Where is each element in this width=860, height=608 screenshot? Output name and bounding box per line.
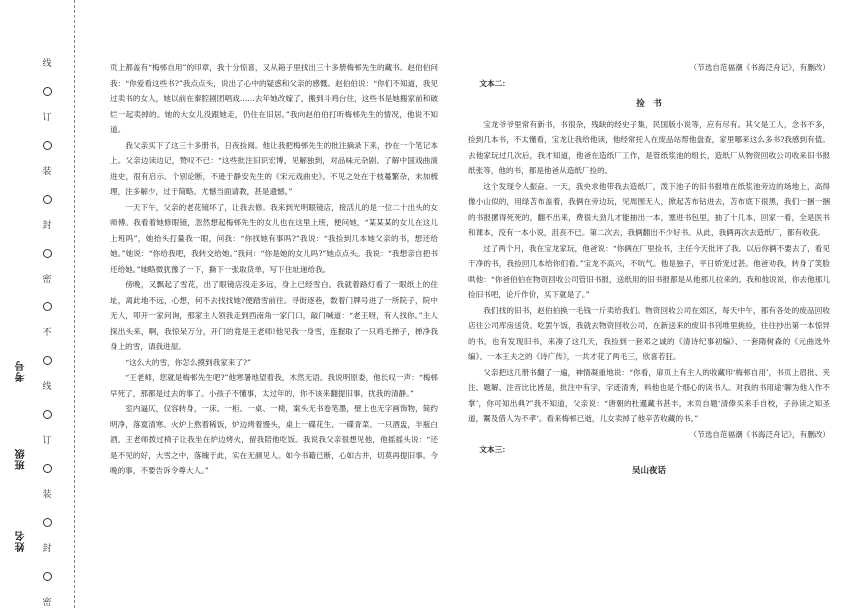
seal-char: 装 (42, 166, 52, 177)
name-label: 姓名 (16, 530, 27, 552)
seal-circle-icon (43, 572, 52, 581)
seal-circle-icon (43, 302, 52, 311)
class-label: 班级 (16, 448, 27, 470)
paragraph: 过了两个月，我在宝龙家玩，他爸说：“你俩在厂里捡书，主任今天批评了我。以后你俩不要去了，看见干净的书，我捡回几本给你们看。”宝龙不高兴，不吭气。他是独子，平日娇宠过甚。他爸劝我，转身了笑脸哄他：“你爸伯伯在物资回收公司管旧书报，送纸用的旧书报都是从他那儿拉来的。我和他说说，你去他那儿捡旧书吧，论斤作价，买下就是了。” (468, 243, 830, 299)
seal-circle-icon (43, 195, 52, 204)
seal-char: 订 (42, 436, 52, 447)
paragraph: 一天下午，父亲的老花镜坏了，让我去修。我来到光明眼镜店，接活儿的是一位二十出头的女师傅。我看着她修眼镜，忽然想起梅邨先生的女儿也在这里上班，便问她，“某某某的女儿在这儿上班吗”，她抬头打量我一眼，问我：“你找她有事吗?”我说：“我捡到几本她父亲的书，想还给她。”她说：“你给我吧，我转交给她。”我问：“你是她的女儿吗?”她点点头。我说：“我想亲自把书还给她。”她略微犹豫了一下，撕下一张取货单，写下住址递给我。 (110, 202, 438, 274)
seal-char: 封 (42, 543, 52, 554)
paragraph: 这个发现令人振奋。一天，我央求他带我去造纸厂，泼下池子的旧书报堆在纸浆池旁边的场地上，高得像小山似的，用绿苫布盖着，我俩在旁边玩，见周围无人，掀起苫布钻进去，苫布底下很黑，我们一捆一捆的书报摞得死死的，翻不出来，费很大劲儿才能抽出一本，塞进书包里，抽了十几本，回家一看，全是医书和课本，没有一本小说，沮丧不已。第二次去，我俩翻出不少好书。从此，我俩再次去造纸厂，都有收获。 (468, 181, 830, 237)
paragraph: 室内逼仄，仅容转身，一床、一柜、一桌、一椅，案头无书卷笔墨，壁上也无字画饰物，简约明净，落寞清寒。火炉上熬着稀饭，炉边烤着馒头，桌上一碟花生、一碟青菜、一只酒盅，半瓶白酒，王老师拨过椅子让我坐在炉边烤火，留我陪他吃饭。我说我父亲很想见他，他摇摇头说：“还是不见的好，大雪之中，落魄于此，实在无颜见人。如今书籍已断，心如古井，切莫再提旧事。今晚的事，不要告诉令尊大人。” (110, 404, 438, 475)
seal-circle-icon (43, 356, 52, 365)
right-column (468, 60, 830, 483)
seal-char: 装 (42, 490, 52, 500)
seal-char: 线 (42, 382, 52, 393)
paragraph: 宝龙爷爷里常有新书，书很杂，残缺的经史子集，民国版小说等，应有尽有。其父是工人，念书不多，捡到几本书，不太懂看，宝龙让我给他读，他经常托人在废品站帮他盘查，家里哪来这么多书?我感到有值。去他家玩过几次后，我才知道，他爸在造纸厂工作，是管纸浆池的组长，造纸厂从物资回收公司收来旧书报纸张等，他的书，都是他爸从造纸厂捡的。 (468, 119, 830, 175)
seal-char: 封 (42, 220, 52, 231)
paragraph: “王老师，您就是梅邨先生吧?”他寒暑地望着我，木然无语。我说明原委，他长叹一声：“梅邨早死了，那都是过去的事了。小孩子不懂事，太过年的，你不该来翻提旧事，扰我的清静。” (110, 373, 438, 398)
article-title: 捡 书 (636, 99, 662, 109)
left-column (110, 60, 438, 479)
paragraph: 我们找的旧书，赵伯伯换一毛钱一斤卖给我们。物资回收公司在郊区，每天中午，都有各处的废品回收店往公司库房送货。吃罢午饭，我就去物资回收公司，在新送来的废旧书刊堆里挑捡，往往抄出第一本惊异的书，也有发现旧书，来凑了这几天，我捡到一套邓之诚的《清诗纪事初编》、一套隋树森的《元曲选外编》、一本王夫之的《诗广传》，一共才花了两毛三，欣喜若狂。 (468, 305, 830, 361)
source-note: （节选自范福潮《书海泛舟记》，有删改） (689, 63, 830, 72)
seal-circle-icon (43, 518, 52, 527)
seal-char: 密 (42, 597, 52, 608)
article-title: 吴山夜话 (631, 465, 666, 476)
binding-margin (0, 0, 90, 608)
student-info-area (4, 360, 38, 608)
seal-circle-icon (43, 410, 52, 419)
binding-dashed-line (74, 0, 75, 608)
paragraph: 傍晚，又飘起了雪花，出了眼镜店没走多远，身上已经雪白。我就着路灯看了一眼纸上的住址，离此地不远，心想，何不去找找她?便踏雪前往。寻街逐巷，数着门牌号进了一所院子，院中无人，叩开一家问询，那家主人领我走到西南角一家门口，敲门喊道：“老王呀，有人找你。”主人探出头来，啊，我惊呆万分，开门的竟是王老师!他见我一身雪，连握取了一只鸡毛掸子，掸净我身上的雪，请我进屋。 (110, 280, 438, 351)
seal-char: 订 (42, 112, 52, 123)
seal-char: 不 (42, 328, 52, 339)
paragraph: 父亲把这几册书翻了一遍，神情凝重地说：“你看，扉页上有主人的收藏印‘梅邨自用’，书页上眉批、夹注、题解、注音比比皆是，批注中有字，字迹清秀，料他也是个细心的读书人。对我的书用途‘聊为他人作不掌’，你可知出典?”我不知道，父亲说：“唐朝的杜暹藏书甚丰，末页自题‘清俸买来手自校，子孙读之知圣道，鬻及借人为不孝’。看来梅邨已逝，儿女卖掉了他辛苦收藏的书。” (468, 367, 830, 423)
seal-line-text (40, 60, 54, 608)
seal-char: 线 (42, 59, 52, 69)
text-label: 文本二： (479, 78, 510, 88)
source-note: （节选自范福潮《书海泛舟记》，有删改） (689, 429, 830, 439)
paragraph: 我父亲买下了这三十多册书，日夜捡阅。他让我把梅邨先生的批注摘录下来，抄在一个笔记本上。父亲边读边记，赞叹不已：“这些批注旧识宏博，见解独到，对品味元杂剧、了解中国戏曲演进史，很有启示。个别论断，不逊于静安先生的《宋元戏曲史》。不见之处在于枝蔓繁杂，未加梳理，注多解少，过于简略。尤憾当面请教，甚是遗憾。” (110, 140, 438, 196)
seal-circle-icon (43, 141, 52, 150)
seal-circle-icon (43, 87, 52, 96)
text-label: 文本三： (479, 445, 510, 454)
seal-circle-icon (43, 464, 52, 473)
paragraph: “这么大的雪，你怎么摸到我家来了?” (125, 357, 251, 367)
seal-char: 密 (42, 274, 52, 285)
exam-number-label: 考号 (16, 360, 27, 382)
paragraph: 页上都盖有“梅邨自用”的印章，我十分惊喜，又从箱子里找出三十多册梅邨先生的藏书。赵伯伯问我：“你爱看这些书?”我点点头，说出了心中的疑惑和父亲的感慨。赵伯伯说：“你们不知道，我见过卖书的女人，她以前在秦腔剧团唱戏……去年她改嫁了，搬到斗鸡台住，这些书是她搬家前和破烂一起卖掉的。她的大女儿没跟她走，仍住在旧居。”我向赵伯伯打听梅邨先生的情况，他说不知道。 (110, 63, 438, 134)
seal-circle-icon (43, 249, 52, 258)
